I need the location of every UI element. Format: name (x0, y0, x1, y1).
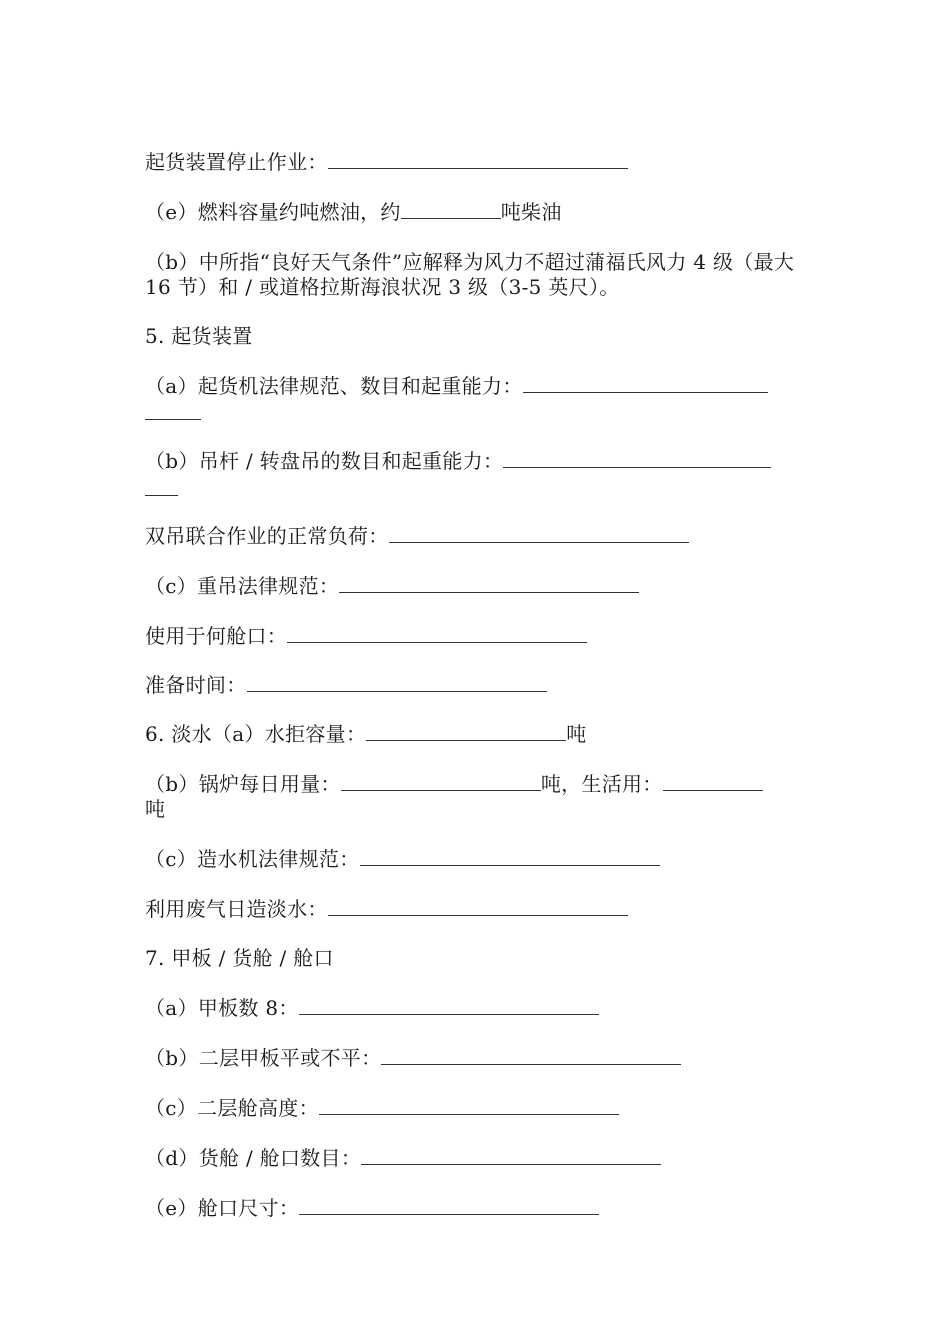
hold-hatch-count-blank (361, 1146, 661, 1165)
cargo-gear-stop-label: 起货装置停止作业： (145, 150, 328, 174)
fuel-capacity-label: （e）燃料容量约吨燃油，约 (145, 200, 401, 224)
tween-deck-flat-blank (381, 1046, 681, 1065)
boiler-usage-label: （b）锅炉每日用量： (145, 772, 341, 796)
deck-count-label: （a）甲板数 8： (145, 996, 299, 1020)
hold-hatch-count-label: （d）货舱 / 舱口数目： (145, 1146, 362, 1170)
prep-time-blank (247, 673, 547, 692)
derrick-crane-label: （b）吊杆 / 转盘吊的数目和起重能力： (145, 449, 504, 473)
derrick-crane-blank-cont (145, 494, 178, 496)
exhaust-water-line (145, 897, 628, 922)
fresh-water-label: 6. 淡水（a）水拒容量： (145, 722, 367, 746)
tween-deck-height-label: （c）二层舱高度： (145, 1096, 319, 1120)
exhaust-water-blank (328, 897, 628, 916)
heavy-lift-blank (339, 574, 639, 593)
hatch-used-blank (287, 624, 587, 643)
diesel-blank (401, 200, 501, 219)
derrick-crane-line (145, 449, 771, 474)
fresh-water-line (145, 722, 587, 747)
union-purchase-label: 双吊联合作业的正常负荷： (145, 524, 389, 548)
cargo-gear-stop-line (145, 150, 628, 175)
cargo-winch-label: （a）起货机法律规范、数目和起重能力： (145, 374, 523, 398)
union-purchase-blank (389, 524, 689, 543)
fuel-capacity-line (145, 200, 562, 225)
evaporator-label: （c）造水机法律规范： (145, 847, 360, 871)
prep-time-label: 准备时间： (145, 673, 247, 697)
diesel-unit: 吨柴油 (500, 200, 562, 224)
domestic-use-label: 吨，生活用： (540, 772, 663, 796)
deck-count-line (145, 996, 599, 1021)
section-7-heading: 7. 甲板 / 货舱 / 舱口 (145, 946, 334, 970)
cargo-gear-stop-blank (328, 150, 628, 169)
derrick-crane-blank (503, 449, 771, 468)
exhaust-water-label: 利用废气日造淡水： (145, 897, 328, 921)
cargo-winch-line (145, 374, 768, 399)
domestic-use-unit: 吨 (145, 797, 166, 821)
boiler-usage-blank (341, 772, 541, 791)
boiler-usage-line (145, 772, 763, 797)
water-tank-blank (366, 722, 566, 741)
heavy-lift-line (145, 574, 639, 599)
heavy-lift-label: （c）重吊法律规范： (145, 574, 340, 598)
hatch-used-label: 使用于何舱口： (145, 624, 288, 648)
hold-hatch-count-line (145, 1146, 661, 1171)
domestic-use-blank (663, 772, 763, 791)
tween-deck-flat-label: （b）二层甲板平或不平： (145, 1046, 382, 1070)
tween-deck-height-line (145, 1096, 619, 1121)
evaporator-line (145, 847, 660, 872)
union-purchase-line (145, 524, 689, 549)
good-weather-definition: （b）中所指“良好天气条件”应解释为风力不超过蒲福氏风力 4 级（最大 16 节）和 / 或道格拉斯海浪状况 3 级（3-5 英尺）。 (145, 250, 795, 299)
section-5-heading: 5. 起货装置 (145, 324, 253, 348)
deck-count-blank (299, 996, 599, 1015)
hatch-size-blank (299, 1196, 599, 1215)
tween-deck-height-blank (319, 1096, 619, 1115)
cargo-winch-blank (523, 374, 768, 393)
cargo-winch-blank-cont (145, 418, 201, 420)
evaporator-blank (360, 847, 660, 866)
tween-deck-flat-line (145, 1046, 681, 1071)
hatch-size-label: （e）舱口尺寸： (145, 1196, 300, 1220)
hatch-size-line (145, 1196, 599, 1221)
hatch-used-line (145, 624, 587, 649)
water-tank-unit: 吨 (566, 722, 587, 746)
prep-time-line (145, 673, 547, 698)
